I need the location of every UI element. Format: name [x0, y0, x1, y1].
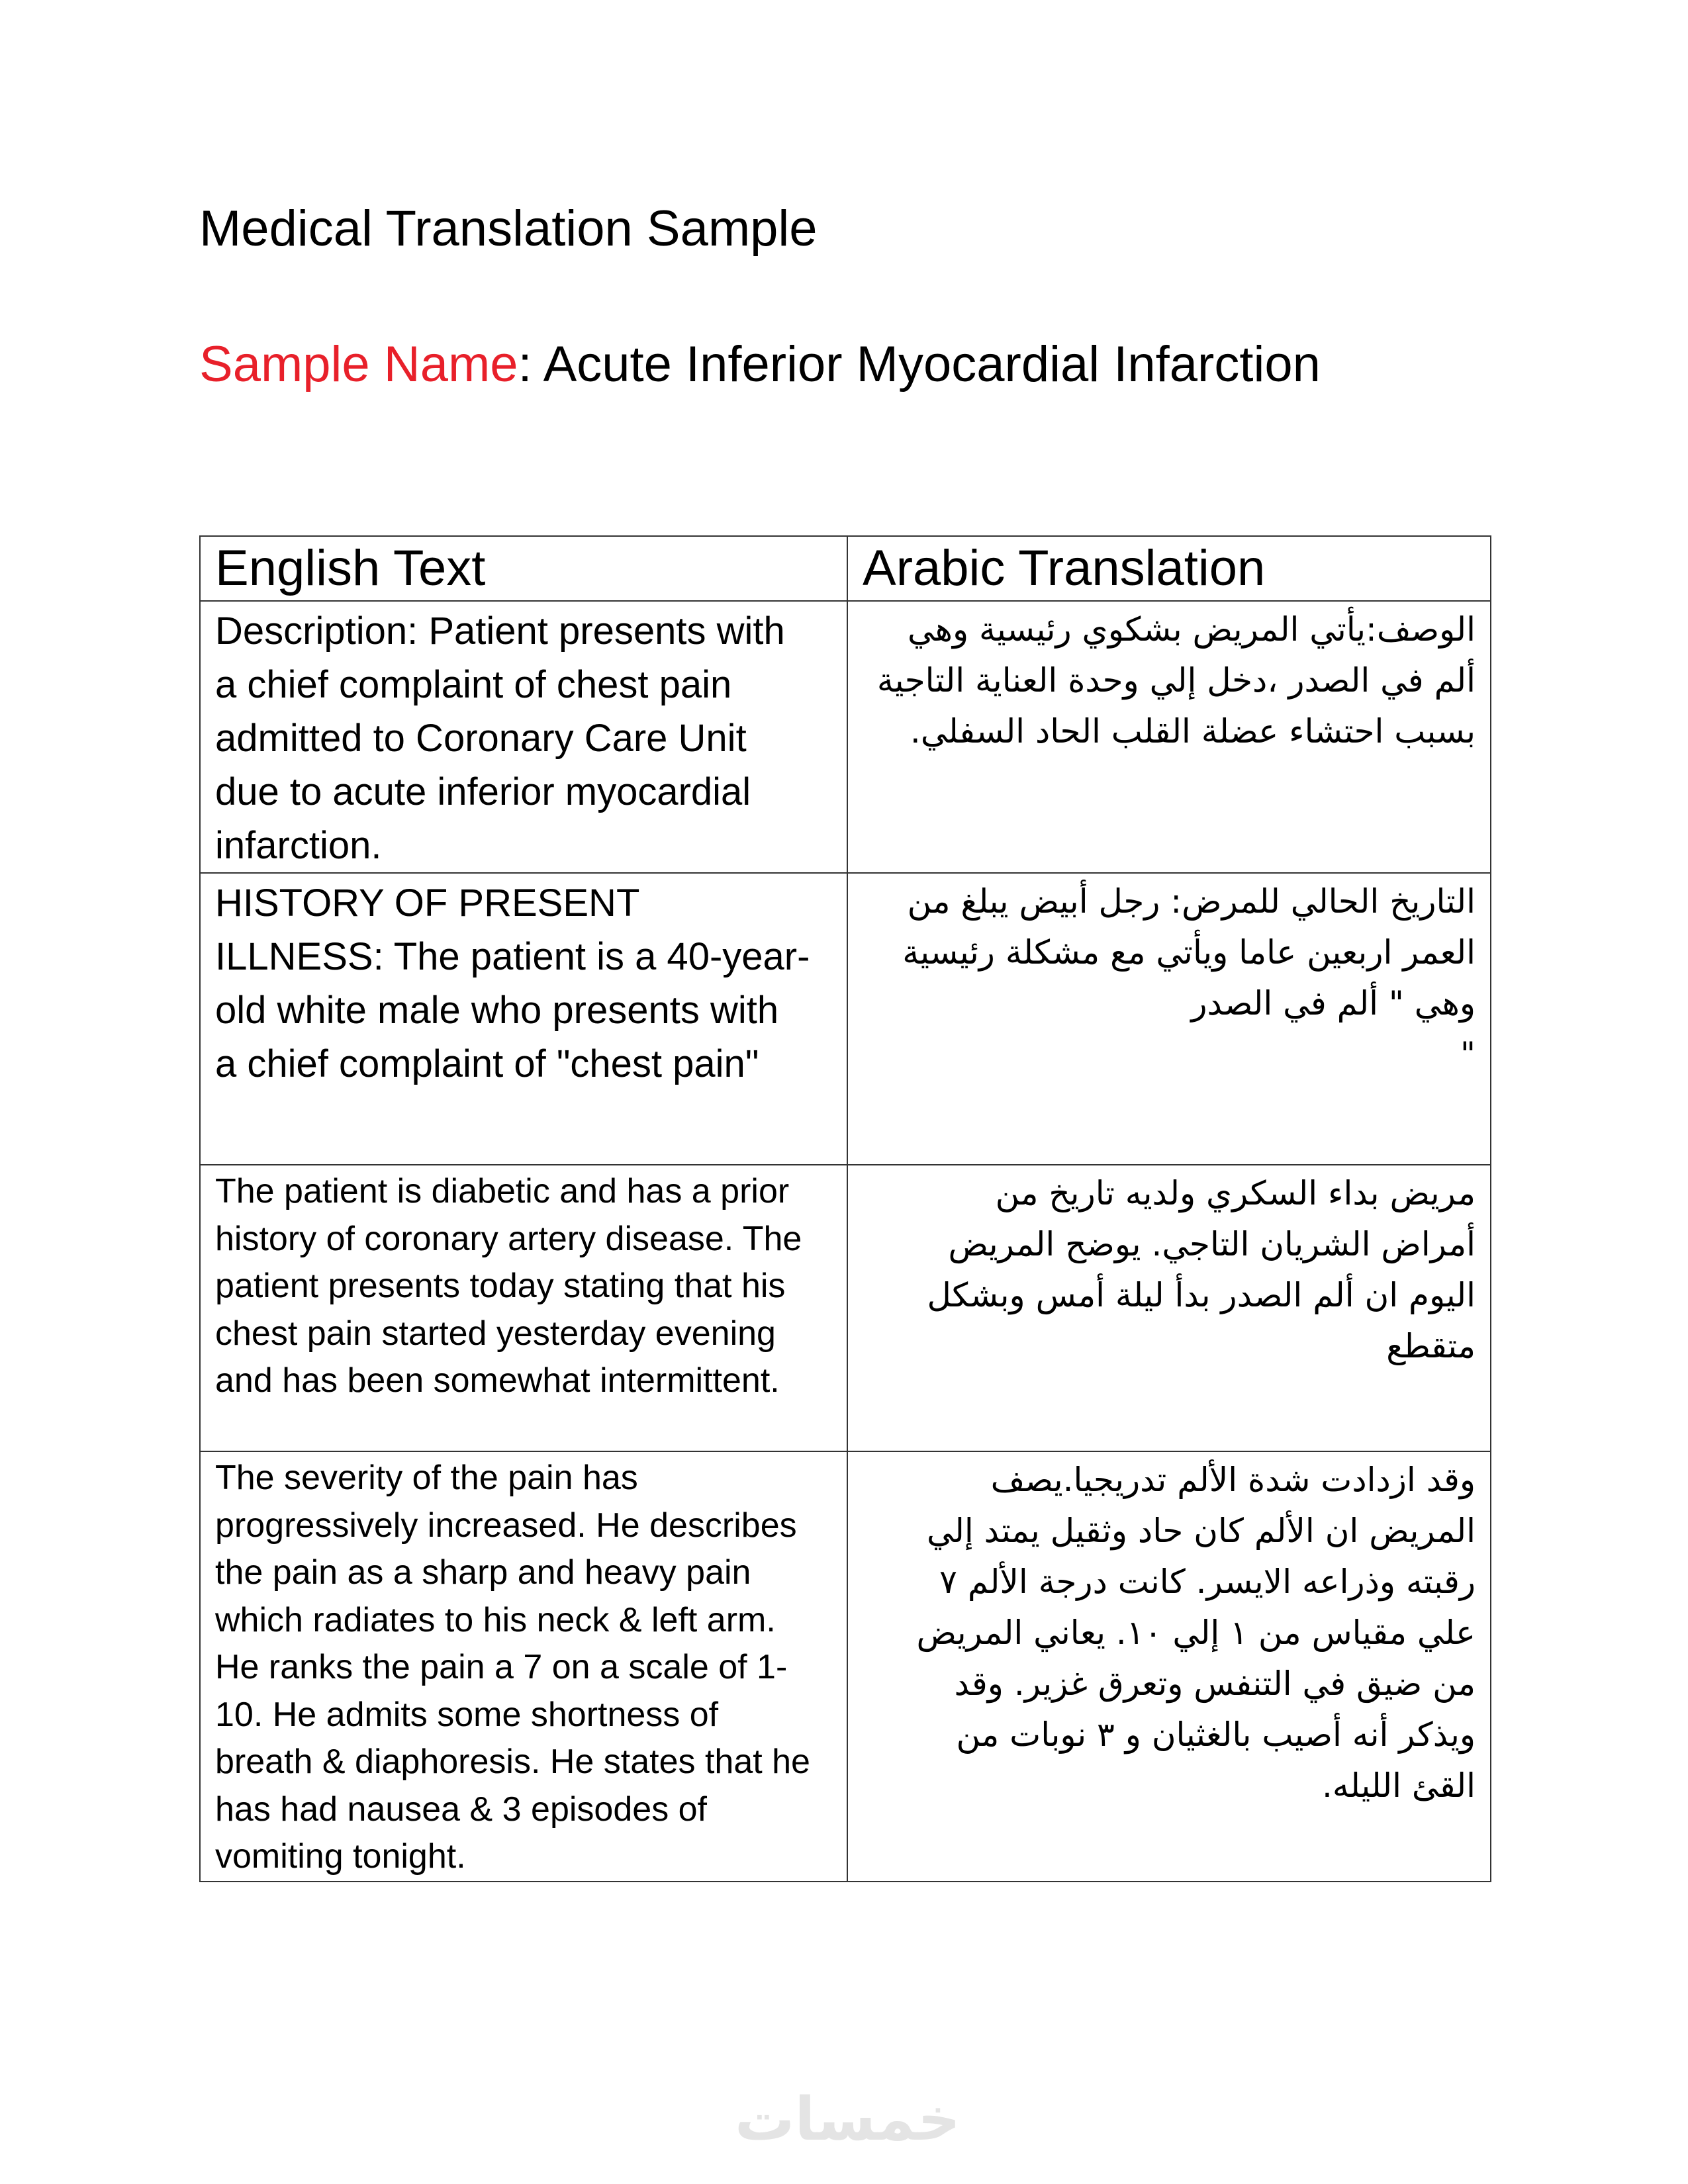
english-text-line: patient presents today stating that his	[215, 1267, 786, 1305]
header-arabic: Arabic Translation	[847, 536, 1491, 601]
arabic-text-line: التاريخ الحالي للمرض: رجل أبيض يبلغ من	[907, 882, 1476, 921]
english-text-line: progressively increased. He describes	[215, 1506, 797, 1545]
english-text-line: The patient is diabetic and has a prior	[215, 1172, 790, 1210]
table-row	[200, 873, 1491, 1165]
arabic-text-line: علي مقياس من ١ إلي ١٠. يعاني المريض	[916, 1614, 1476, 1652]
watermark-logo: خمسات	[735, 2085, 961, 2154]
english-text-line: admitted to Coronary Care Unit	[215, 717, 747, 760]
arabic-text-line: ويذكر أنه أصيب بالغثيان و ٣ نوبات من	[956, 1715, 1476, 1754]
english-text-line: Description: Patient presents with	[215, 610, 785, 653]
sample-name-label: Sample Name	[199, 336, 518, 392]
arabic-cell	[847, 873, 1491, 1165]
arabic-text-line: متقطع	[1386, 1327, 1476, 1365]
english-cell	[200, 601, 847, 873]
english-text-line: and has been somewhat intermittent.	[215, 1361, 780, 1400]
english-text-line: a chief complaint of chest pain	[215, 663, 732, 706]
arabic-text-line: مريض بداء السكري ولديه تاريخ من	[995, 1174, 1476, 1212]
arabic-cell	[847, 1451, 1491, 1882]
english-text-line: vomiting tonight.	[215, 1837, 466, 1876]
document-title: Medical Translation Sample	[199, 201, 818, 257]
english-text-line: 10. He admits some shortness of	[215, 1695, 719, 1734]
arabic-text-line: رقبته وذراعه الايسر. كانت درجة الألم ٧	[939, 1563, 1476, 1601]
english-text-line: The severity of the pain has	[215, 1459, 638, 1497]
english-text-line: due to acute inferior myocardial	[215, 770, 751, 813]
arabic-text-line: اليوم ان ألم الصدر بدأ ليلة أمس وبشكل	[927, 1276, 1476, 1314]
table-header-row	[200, 536, 1491, 601]
arabic-text-line: العمر اربعين عاما ويأتي مع مشكلة رئيسية	[902, 933, 1476, 972]
arabic-text-line: المريض ان الألم كان حاد وثقيل يمتد إلي	[926, 1512, 1476, 1550]
arabic-cell	[847, 601, 1491, 873]
english-cell	[200, 873, 847, 1165]
english-text-line: ILLNESS: The patient is a 40-year-	[215, 935, 810, 978]
arabic-text-line: الوصف:يأتي المريض بشكوي رئيسية وهي	[907, 610, 1476, 649]
sample-name-value: Acute Inferior Myocardial Infarction	[532, 336, 1321, 392]
english-text-line: old white male who presents with	[215, 989, 779, 1032]
english-text-line: which radiates to his neck & left arm.	[215, 1600, 776, 1639]
arabic-text-line: أمراض الشريان التاجي. يوضح المريض	[948, 1225, 1476, 1263]
arabic-cell	[847, 1165, 1491, 1451]
arabic-text-line: ألم في الصدر ،دخل إلي وحدة العناية التاجية	[876, 661, 1476, 700]
table-row	[200, 1451, 1491, 1882]
english-text-line: chest pain started yesterday evening	[215, 1314, 776, 1353]
table-row	[200, 1165, 1491, 1451]
english-text-line: HISTORY OF PRESENT	[215, 882, 640, 925]
sample-name-separator: :	[518, 336, 532, 392]
english-cell	[200, 1165, 847, 1451]
english-text-line: the pain as a sharp and heavy pain	[215, 1553, 751, 1592]
english-text-line: history of coronary artery disease. The	[215, 1219, 802, 1258]
arabic-text-line: وقد ازدادت شدة الألم تدريجيا.يصف	[990, 1461, 1476, 1499]
english-text-line: has had nausea & 3 episodes of	[215, 1790, 708, 1829]
translation-table	[199, 535, 1491, 1882]
header-english: English Text	[200, 536, 847, 601]
english-cell	[200, 1451, 847, 1882]
arabic-text-line: "	[1460, 1035, 1476, 1073]
arabic-text-line: القئ الليله.	[1321, 1766, 1476, 1805]
english-text-line: infarction.	[215, 824, 382, 867]
english-text-line: breath & diaphoresis. He states that he	[215, 1743, 810, 1781]
english-text-line: a chief complaint of "chest pain"	[215, 1042, 759, 1085]
arabic-text-line: وهي " ألم في الصدر	[1191, 984, 1476, 1023]
sample-name-line	[199, 334, 1321, 394]
arabic-text-line: بسبب احتشاء عضلة القلب الحاد السفلي.	[910, 712, 1476, 751]
english-text-line: He ranks the pain a 7 on a scale of 1-	[215, 1648, 788, 1686]
table-row	[200, 601, 1491, 873]
arabic-text-line: من ضيق في التنفس وتعرق غزير. وقد	[954, 1664, 1476, 1703]
